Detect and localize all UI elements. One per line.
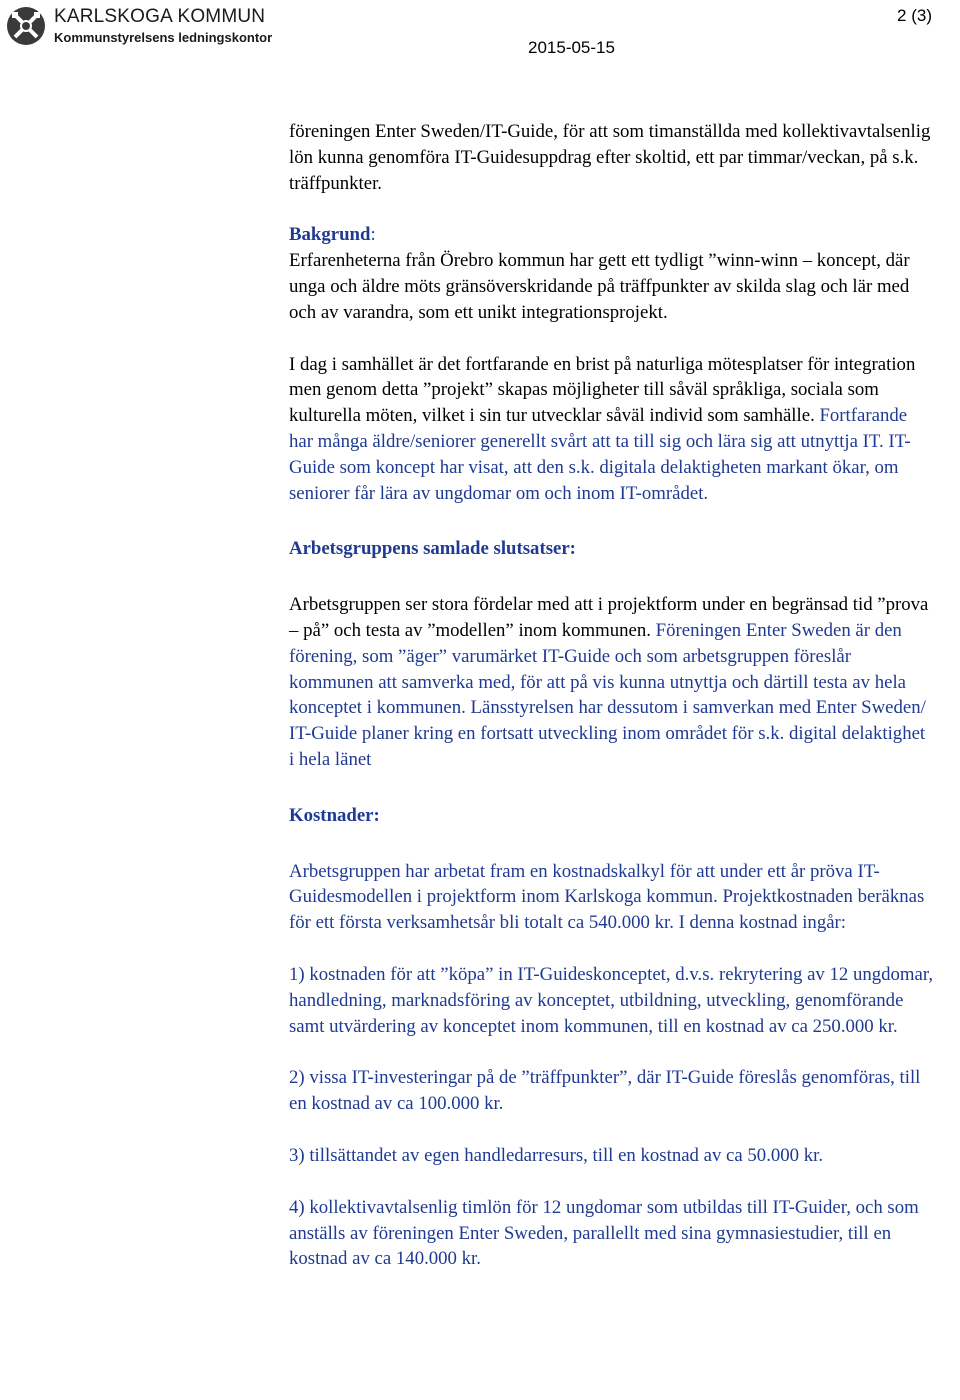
document-date: 2015-05-15 bbox=[528, 38, 615, 57]
page-number: 2 (3) bbox=[897, 6, 932, 25]
municipal-crest-icon bbox=[6, 6, 46, 46]
cost-item-3: 3) tillsättandet av egen handledarresurs, till en kostnad av ca 50.000 kr. bbox=[289, 1144, 824, 1166]
slutsatser-part-b: Föreningen Enter Sweden är den förening, som ”äger” varumärket IT-Guide och som arbetsgruppen föreslår kommunen att samverka med, för att på vis kunna utnyttja och därtill testa av hela konceptet i kommunen. Länsstyrelsen har dessutom i samverkan med Enter Sweden/ IT-Guide planer kring en fortsatt utveckling inom området för s.k. digital delaktighet i hela länet bbox=[289, 619, 926, 770]
bakgrund-p2-part-b: Fortfarande har många äldre/seniorer generellt svårt att ta till sig och lära sig att utnyttja IT. IT-Guide som koncept har visat, att den s.k. digitala delaktigheten markant ökar, om seniorer får lära av ungdomar om och inom IT-området. bbox=[289, 405, 911, 504]
bakgrund-colon: : bbox=[370, 224, 376, 246]
bakgrund-paragraph-2 bbox=[289, 352, 934, 507]
slutsatser-part-a: Arbetsgruppen ser stora fördelar med att i projektform under en begränsad tid ”prova – på” och testa av ”modellen” inom kommunen. bbox=[289, 594, 929, 641]
bakgrund-heading-line bbox=[289, 222, 934, 248]
intro-paragraph: föreningen Enter Sweden/IT-Guide, för att som timanställda med kollektivavtalsenlig lön kunna genomföra IT-Guidesuppdrag efter skoltid, ett par timmar/veckan, på s.k. träffpunkter. bbox=[289, 121, 931, 194]
slutsatser-heading: Arbetsgruppens samlade slutsatser: bbox=[289, 538, 576, 560]
bakgrund-p2-part-a: I dag i samhället är det fortfarande en brist på naturliga mötesplatser för integration men genom detta ”projekt” skapas möjligheter till såväl språkliga, sociala som kulturella möten, vilket i sin tur utvecklar såväl individ som samhälle. bbox=[289, 353, 916, 427]
kostnader-heading: Kostnader: bbox=[289, 804, 380, 826]
organization-block bbox=[54, 6, 272, 46]
page-header bbox=[0, 0, 960, 62]
organization-name: KARLSKOGA KOMMUN bbox=[54, 6, 266, 27]
kostnader-paragraph: Arbetsgruppen har arbetat fram en kostnadskalkyl för att under ett år pröva IT-Guidesmodellen i projektform inom Karlskoga kommun. Projektkostnaden beräknas för ett första verksamhetsår bli totalt ca 540.000 kr. I denna kostnad ingår: bbox=[289, 860, 925, 934]
bakgrund-paragraph-1: Erfarenheterna från Örebro kommun har gett ett tydligt ”winn-winn – koncept, där unga och äldre möts gränsöverskridande på träffpunkter av skilda slag och lär med och av varandra, som ett unikt integrationsprojekt. bbox=[289, 250, 910, 323]
cost-item-1: 1) kostnaden för att ”köpa” in IT-Guideskonceptet, d.v.s. rekrytering av 12 ungdomar, handledning, marknadsföring av konceptet, utbildning, utveckling, genomförande samt utvärdering av konceptet inom kommunen, till en kostnad av ca 250.000 kr. bbox=[289, 963, 934, 1037]
cost-item-4: 4) kollektivavtalsenlig timlön för 12 ungdomar som utbildas till IT-Guider, och som anställs av föreningen Enter Sweden, parallellt med sina gymnasiestudier, till en kostnad av ca 140.000 kr. bbox=[289, 1196, 919, 1270]
slutsatser-paragraph bbox=[289, 592, 934, 773]
organization-unit: Kommunstyrelsens ledningskontor bbox=[54, 30, 273, 45]
document-body bbox=[289, 119, 934, 1272]
bakgrund-heading: Bakgrund bbox=[289, 224, 371, 246]
cost-item-2: 2) vissa IT-investeringar på de ”träffpunkter”, där IT-Guide föreslås genomföras, till en kostnad av ca 100.000 kr. bbox=[289, 1067, 921, 1115]
